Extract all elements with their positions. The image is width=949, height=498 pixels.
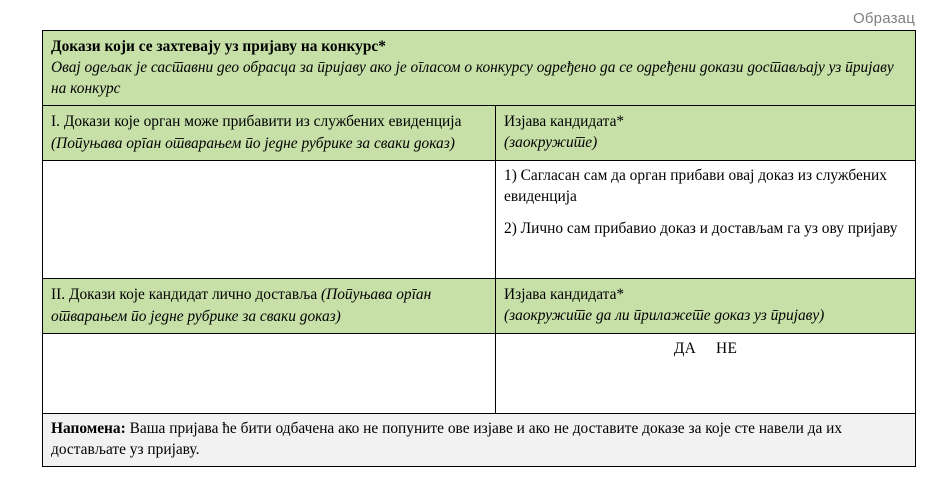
- evidence-form-table: [42, 30, 916, 467]
- answer-options: [674, 339, 737, 360]
- section-two-left-italic: (Попуњава орган отварањем по једне рубрике за сваки доказ): [51, 286, 432, 325]
- note-text: Ваша пријава ће бити одбачена ако не попуните ове изјаве и ако не доставите доказе за које сте навели да их достављате уз пријаву.: [51, 420, 843, 458]
- header-title: Докази који се захтевају уз пријаву на конкурс*: [51, 38, 386, 55]
- section-two-evidence-input-cell[interactable]: [43, 334, 496, 414]
- section-two-answer-cell: [496, 334, 916, 414]
- table-row-section-two-body: [43, 334, 916, 414]
- table-row-header: [43, 31, 916, 106]
- section-two-right-main: Изјава кандидата*: [504, 286, 625, 303]
- section-one-right-italic: (заокружите): [504, 134, 598, 151]
- table-row-section-one-body: [43, 161, 916, 279]
- section-two-left-main: II. Докази које кандидат лично доставља: [51, 286, 321, 303]
- option-spacer: [504, 207, 907, 219]
- section-two-right-heading-cell: [496, 279, 916, 334]
- table-row-section-two-heading: [43, 279, 916, 334]
- section-one-left-main: I. Докази које орган може прибавити из службених евиденција: [51, 113, 462, 130]
- header-subtitle: Овај одељак је саставни део обрасца за пријаву ако је огласом о конкурсу одређено да се одређени докази достављају уз пријаву на конкурс: [51, 59, 894, 97]
- note-label: Напомена:: [51, 420, 126, 437]
- section-one-option-2[interactable]: 2) Лично сам прибавио доказ и достављам га уз ову пријаву: [504, 220, 898, 237]
- table-row-note: [43, 414, 916, 467]
- note-cell: [43, 414, 916, 467]
- answer-no-option[interactable]: НЕ: [716, 340, 738, 357]
- answer-yes-option[interactable]: ДА: [673, 340, 697, 357]
- section-one-left-italic: (Попуњава орган отварањем по једне рубрике за сваки доказ): [51, 134, 455, 152]
- header-cell: [43, 31, 916, 106]
- section-one-right-main: Изјава кандидата*: [504, 113, 625, 130]
- form-label-text: Образац: [853, 10, 915, 27]
- section-one-options-cell: [496, 161, 916, 279]
- section-one-evidence-input-cell[interactable]: [43, 161, 496, 279]
- section-two-left-heading-cell: [43, 279, 496, 334]
- section-two-right-italic: (заокружите да ли прилажете доказ уз пријаву): [504, 307, 825, 324]
- form-label: [0, 10, 915, 28]
- section-one-option-1[interactable]: 1) Сагласан сам да орган прибави овај доказ из службених евиденција: [504, 167, 887, 205]
- section-one-right-heading-cell: [496, 106, 916, 161]
- table-row-section-one-heading: [43, 106, 916, 161]
- section-one-left-heading-cell: [43, 106, 496, 161]
